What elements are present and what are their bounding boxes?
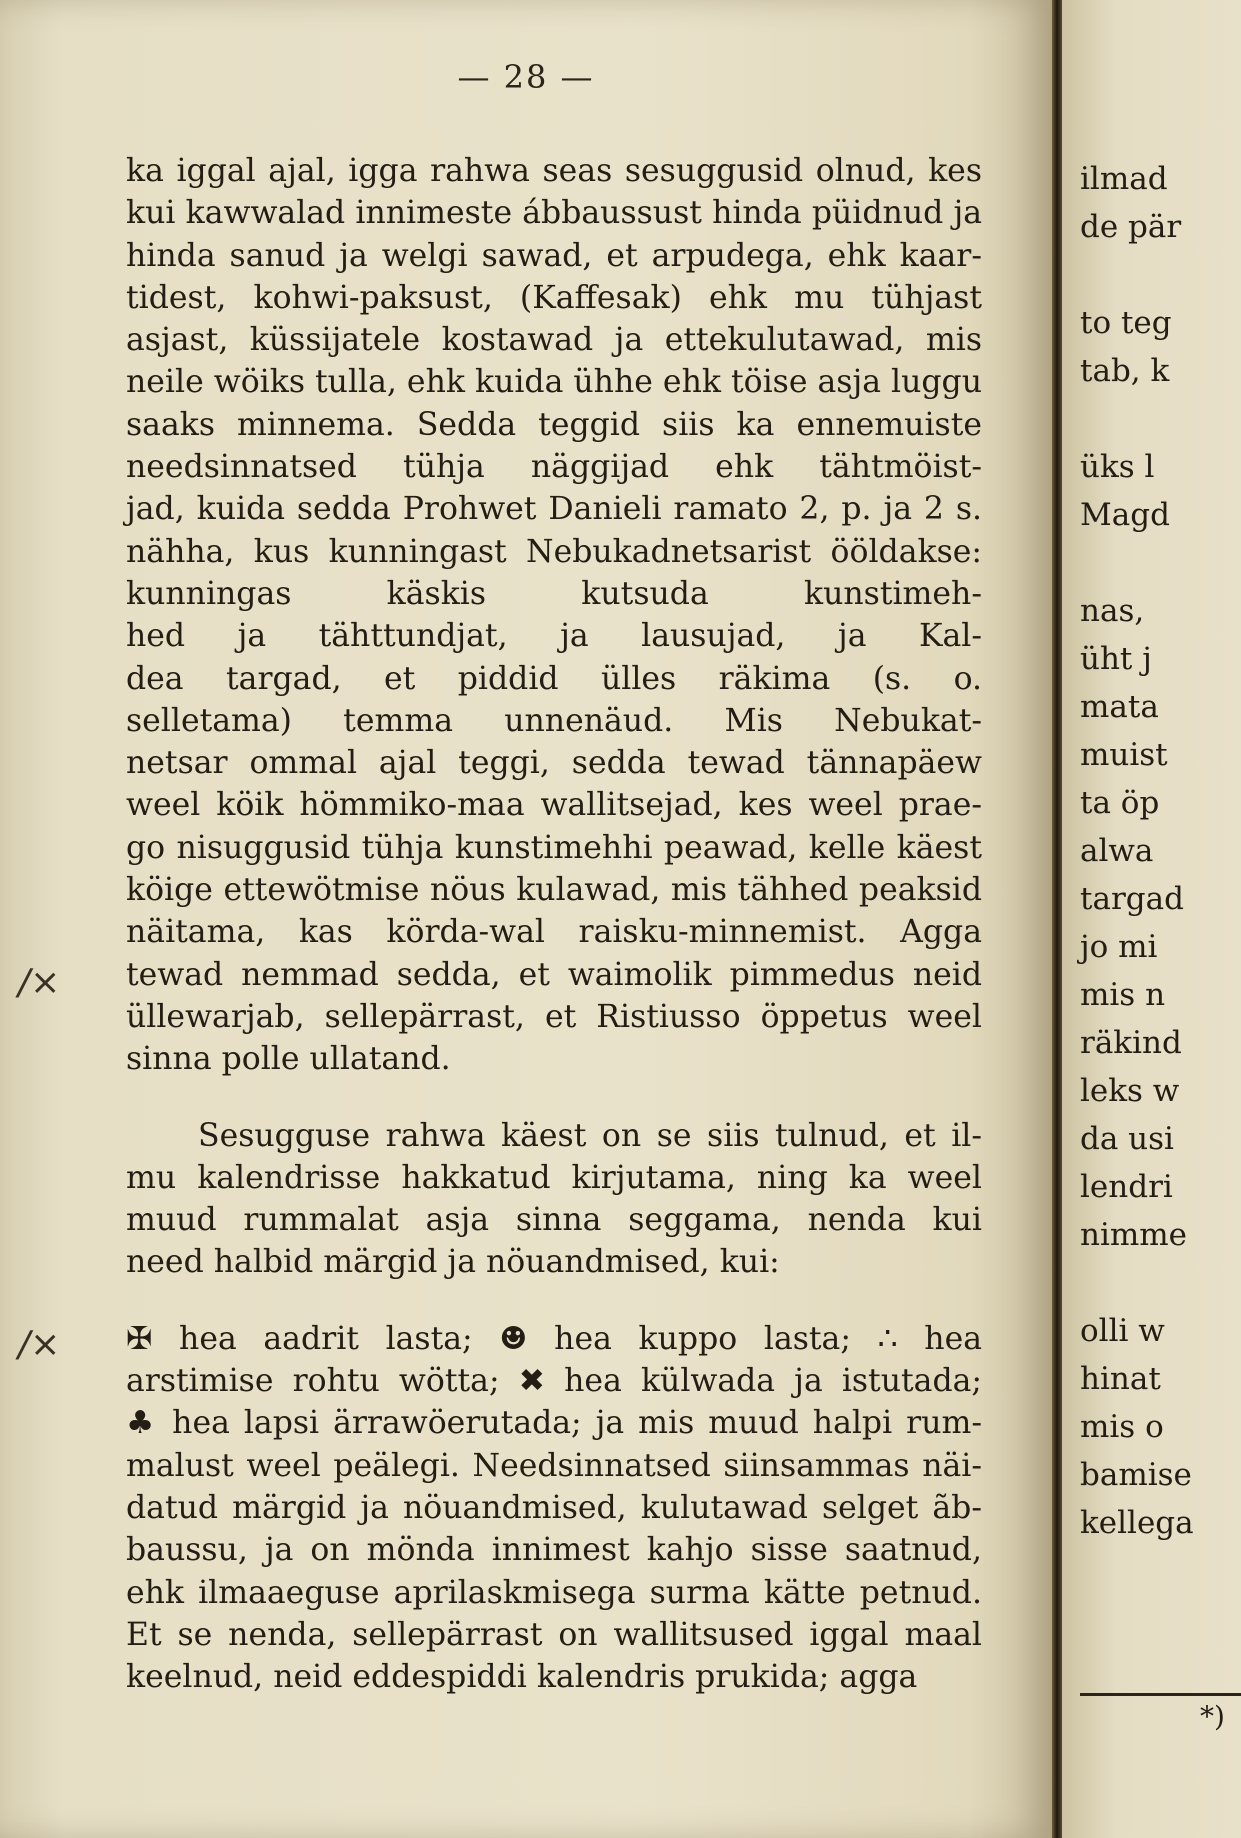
right-text-line: kellega — [1080, 1505, 1194, 1541]
text-line: needsinnatsed tühja näggijad ehk tähtmöist- — [126, 449, 982, 486]
text-line: köige ettewötmise nöus kulawad, mis tähhed peaksid — [126, 872, 982, 909]
text-line: keelnud, neid eddespiddi kalendris prukida; agga — [126, 1659, 918, 1696]
text-line: arstimise rohtu wötta; ✖ hea külwada ja istutada; — [126, 1363, 982, 1400]
right-text-line — [1080, 1259, 1241, 1307]
paragraph-1 — [126, 150, 982, 1081]
right-text-line: Magd — [1080, 497, 1170, 533]
text-line: kui kawwalad innimeste ábbaussust hinda püidnud ja — [126, 195, 982, 232]
right-text-line — [1080, 251, 1241, 299]
text-line: netsar ommal ajal teggi, sedda tewad tännapäew — [126, 745, 982, 782]
right-page-text — [1080, 155, 1241, 1547]
right-text-line: tab, k — [1080, 353, 1170, 389]
right-text-line: muist — [1080, 737, 1168, 773]
text-line: neile wöiks tulla, ehk kuida ühhe ehk töise asja luggu — [126, 364, 982, 401]
right-text-line: mis n — [1080, 977, 1166, 1013]
text-line: sinna polle ullatand. — [126, 1041, 451, 1078]
book-gutter — [1052, 0, 1062, 1838]
right-text-line: räkind — [1080, 1025, 1182, 1061]
right-text-line: da usi — [1080, 1121, 1174, 1157]
right-text-line: üht j — [1080, 641, 1152, 677]
margin-annotation: /× — [18, 1324, 61, 1365]
text-line: dea targad, et piddid ülles räkima (s. o. — [126, 660, 982, 697]
text-line: asjast, küssijatele kostawad ja ettekulutawad, mis — [126, 322, 982, 359]
paragraph-gap — [126, 1284, 982, 1318]
footnote-rule — [1080, 1693, 1241, 1696]
text-line: Sesugguse rahwa käest on se siis tulnud, et il- — [198, 1117, 982, 1154]
text-line: kunningas käskis kutsuda kunstimeh- — [126, 575, 982, 612]
text-line: näitama, kas körda-wal raisku-minnemist. Agga — [126, 914, 982, 951]
text-line: mu kalendrisse hakkatud kirjutama, ning ka weel — [126, 1159, 982, 1196]
text-line: malust weel peälegi. Needsinnatsed siinsammas näi- — [126, 1447, 982, 1484]
text-line: go nisuggusid tühja kunstimehhi peawad, kelle käest — [126, 829, 982, 866]
text-line: datud märgid ja nöuandmised, kulutawad selget ãb- — [126, 1489, 982, 1526]
right-text-line: alwa — [1080, 833, 1154, 869]
text-line: üllewarjab, sellepärrast, et Ristiusso öppetus weel — [126, 998, 982, 1035]
right-text-line: lendri — [1080, 1169, 1173, 1205]
margin-annotation: /× — [18, 962, 61, 1003]
right-text-line: hinat — [1080, 1361, 1161, 1397]
text-line: Et se nenda, sellepärrast on wallitsused iggal maal — [126, 1616, 982, 1653]
text-line: ehk ilmaaeguse aprilaskmisega surma kätte petnud. — [126, 1574, 982, 1611]
text-line: tewad nemmad sedda, et waimolik pimmedus neid — [126, 956, 982, 993]
text-line: jad, kuida sedda Prohwet Danieli ramato 2, p. ja 2 s. — [126, 491, 982, 528]
text-line: ♣ hea lapsi ärrawöerutada; ja mis muud halpi rum- — [126, 1405, 982, 1442]
text-line: selletama) temma unnenäud. Mis Nebukat- — [126, 702, 982, 739]
right-text-line: to teg — [1080, 305, 1172, 341]
right-text-line — [1080, 539, 1241, 587]
right-text-line: mata — [1080, 689, 1159, 725]
right-text-line: de pär — [1080, 209, 1182, 245]
right-text-line: bamise — [1080, 1457, 1192, 1493]
text-line: nähha, kus kunningast Nebukadnetsarist ööldakse: — [126, 533, 982, 570]
text-line: hed ja tähttundjat, ja lausujad, ja Kal- — [126, 618, 982, 655]
text-line: ka iggal ajal, igga rahwa seas sesuggusid olnud, kes — [126, 153, 982, 189]
right-text-line: leks w — [1080, 1073, 1180, 1109]
page-number: — 28 — — [457, 58, 595, 96]
paragraph-2 — [126, 1115, 982, 1284]
right-text-line: ilmad — [1080, 161, 1168, 197]
text-line: baussu, ja on mönda innimest kahjo sisse saatnud, — [126, 1532, 982, 1569]
text-line: weel köik hömmiko-maa wallitsejad, kes weel prae- — [126, 787, 982, 824]
right-text-line: mis o — [1080, 1409, 1164, 1445]
footnote-mark: *) — [1200, 1700, 1225, 1733]
body-text — [126, 150, 982, 1698]
text-line: saaks minnema. Sedda teggid siis ka ennemuiste — [126, 406, 982, 443]
right-text-line: nimme — [1080, 1217, 1188, 1253]
right-text-line: targad — [1080, 881, 1184, 917]
text-line: need halbid märgid ja nöuandmised, kui: — [126, 1244, 780, 1281]
right-text-line: üks l — [1080, 449, 1155, 485]
paragraph-3 — [126, 1318, 982, 1699]
text-line: muud rummalat asja sinna seggama, nenda kui — [126, 1202, 982, 1239]
text-line: ✠ hea aadrit lasta; ☻ hea kuppo lasta; ∴ hea — [126, 1320, 982, 1357]
text-line: tidest, kohwi-paksust, (Kaffesak) ehk mu tühjast — [126, 279, 982, 316]
paragraph-gap — [126, 1081, 982, 1115]
right-text-line — [1080, 395, 1241, 443]
text-line: hinda sanud ja welgi sawad, et arpudega, ehk kaar- — [126, 237, 982, 274]
right-text-line: ta öp — [1080, 785, 1160, 821]
right-text-line: nas, — [1080, 593, 1145, 629]
right-text-line: olli w — [1080, 1313, 1165, 1349]
right-text-line: jo mi — [1080, 929, 1158, 965]
